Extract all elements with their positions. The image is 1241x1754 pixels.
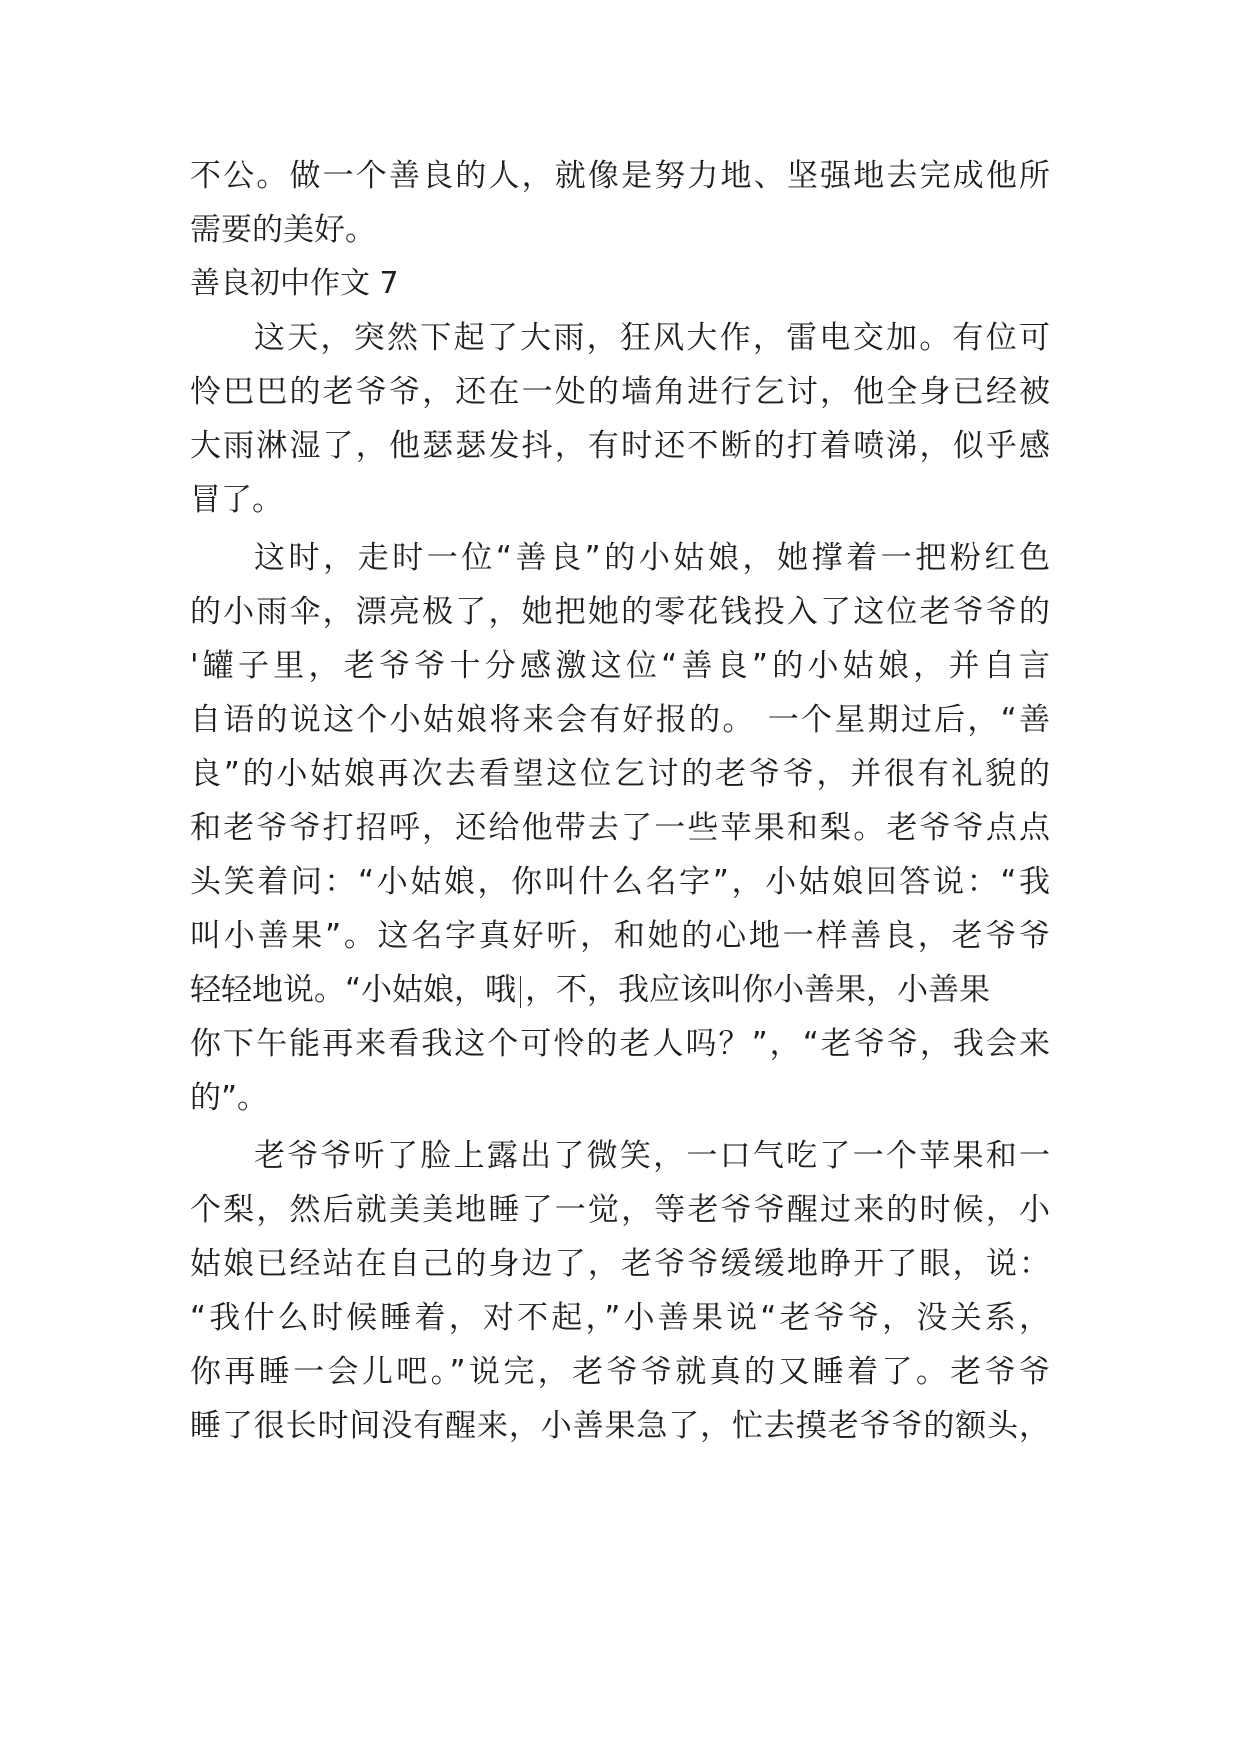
text-line: 自语的说这个小姑娘将来会有好报的。 一个星期过后，“善: [190, 702, 1050, 738]
text-line: 冒了。: [190, 482, 283, 518]
text-line: 大雨淋湿了，他瑟瑟发抖，有时还不断的打着喷涕，似乎感: [190, 428, 1050, 464]
text-line: 的”。: [190, 1080, 269, 1116]
text-line: 姑娘已经站在自己的身边了，老爷爷缓缓地睁开了眼，说：: [190, 1246, 1050, 1282]
text-line: 你再睡一会儿吧。”说完，老爷爷就真的又睡着了。老爷爷: [190, 1354, 1050, 1390]
text-line: 良”的小姑娘再次去看望这位乞讨的老爷爷，并很有礼貌的: [190, 756, 1050, 792]
text-cursor: [520, 976, 521, 1008]
paragraph-first-line: 老爷爷听了脸上露出了微笑，一口气吃了一个苹果和一: [254, 1138, 1050, 1174]
text-segment: ，不，我应该叫你小善果，小善果: [525, 972, 991, 1008]
text-line: 睡了很长时间没有醒来，小善果急了，忙去摸老爷爷的额头，: [190, 1408, 1050, 1444]
text-line: 怜巴巴的老爷爷，还在一处的墙角进行乞讨，他全身已经被: [190, 374, 1050, 410]
paragraph-first-line: 这天，突然下起了大雨，狂风大作，雷电交加。有位可: [254, 320, 1050, 356]
text-line-with-cursor[interactable]: [190, 964, 1050, 1016]
text-line: '罐子里，老爷爷十分感激这位“善良”的小姑娘，并自言: [190, 648, 1050, 684]
text-line: 头笑着问：“小姑娘，你叫什么名字”，小姑娘回答说：“我: [190, 864, 1050, 900]
text-line: 叫小善果”。这名字真好听，和她的心地一样善良，老爷爷: [190, 918, 1050, 954]
paragraph-first-line: 这时，走时一位“善良”的小姑娘，她撑着一把粉红色: [254, 540, 1050, 576]
text-line: 不公。做一个善良的人，就像是努力地、坚强地去完成他所: [190, 158, 1050, 194]
text-segment: 轻轻地说。“小姑娘，哦: [190, 972, 517, 1008]
text-line: 个梨，然后就美美地睡了一觉，等老爷爷醒过来的时候，小: [190, 1192, 1050, 1228]
text-line: 需要的美好。: [190, 212, 376, 248]
text-line: 你下午能再来看我这个可怜的老人吗？”，“老爷爷，我会来: [190, 1026, 1050, 1062]
section-heading: 善良初中作文 7: [190, 266, 399, 301]
text-line: 和老爷爷打招呼，还给他带去了一些苹果和梨。老爷爷点点: [190, 810, 1050, 846]
text-line: 的小雨伞，漂亮极了，她把她的零花钱投入了这位老爷爷的: [190, 594, 1050, 630]
text-line: “我什么时候睡着，对不起，”小善果说“老爷爷，没关系，: [190, 1300, 1050, 1336]
